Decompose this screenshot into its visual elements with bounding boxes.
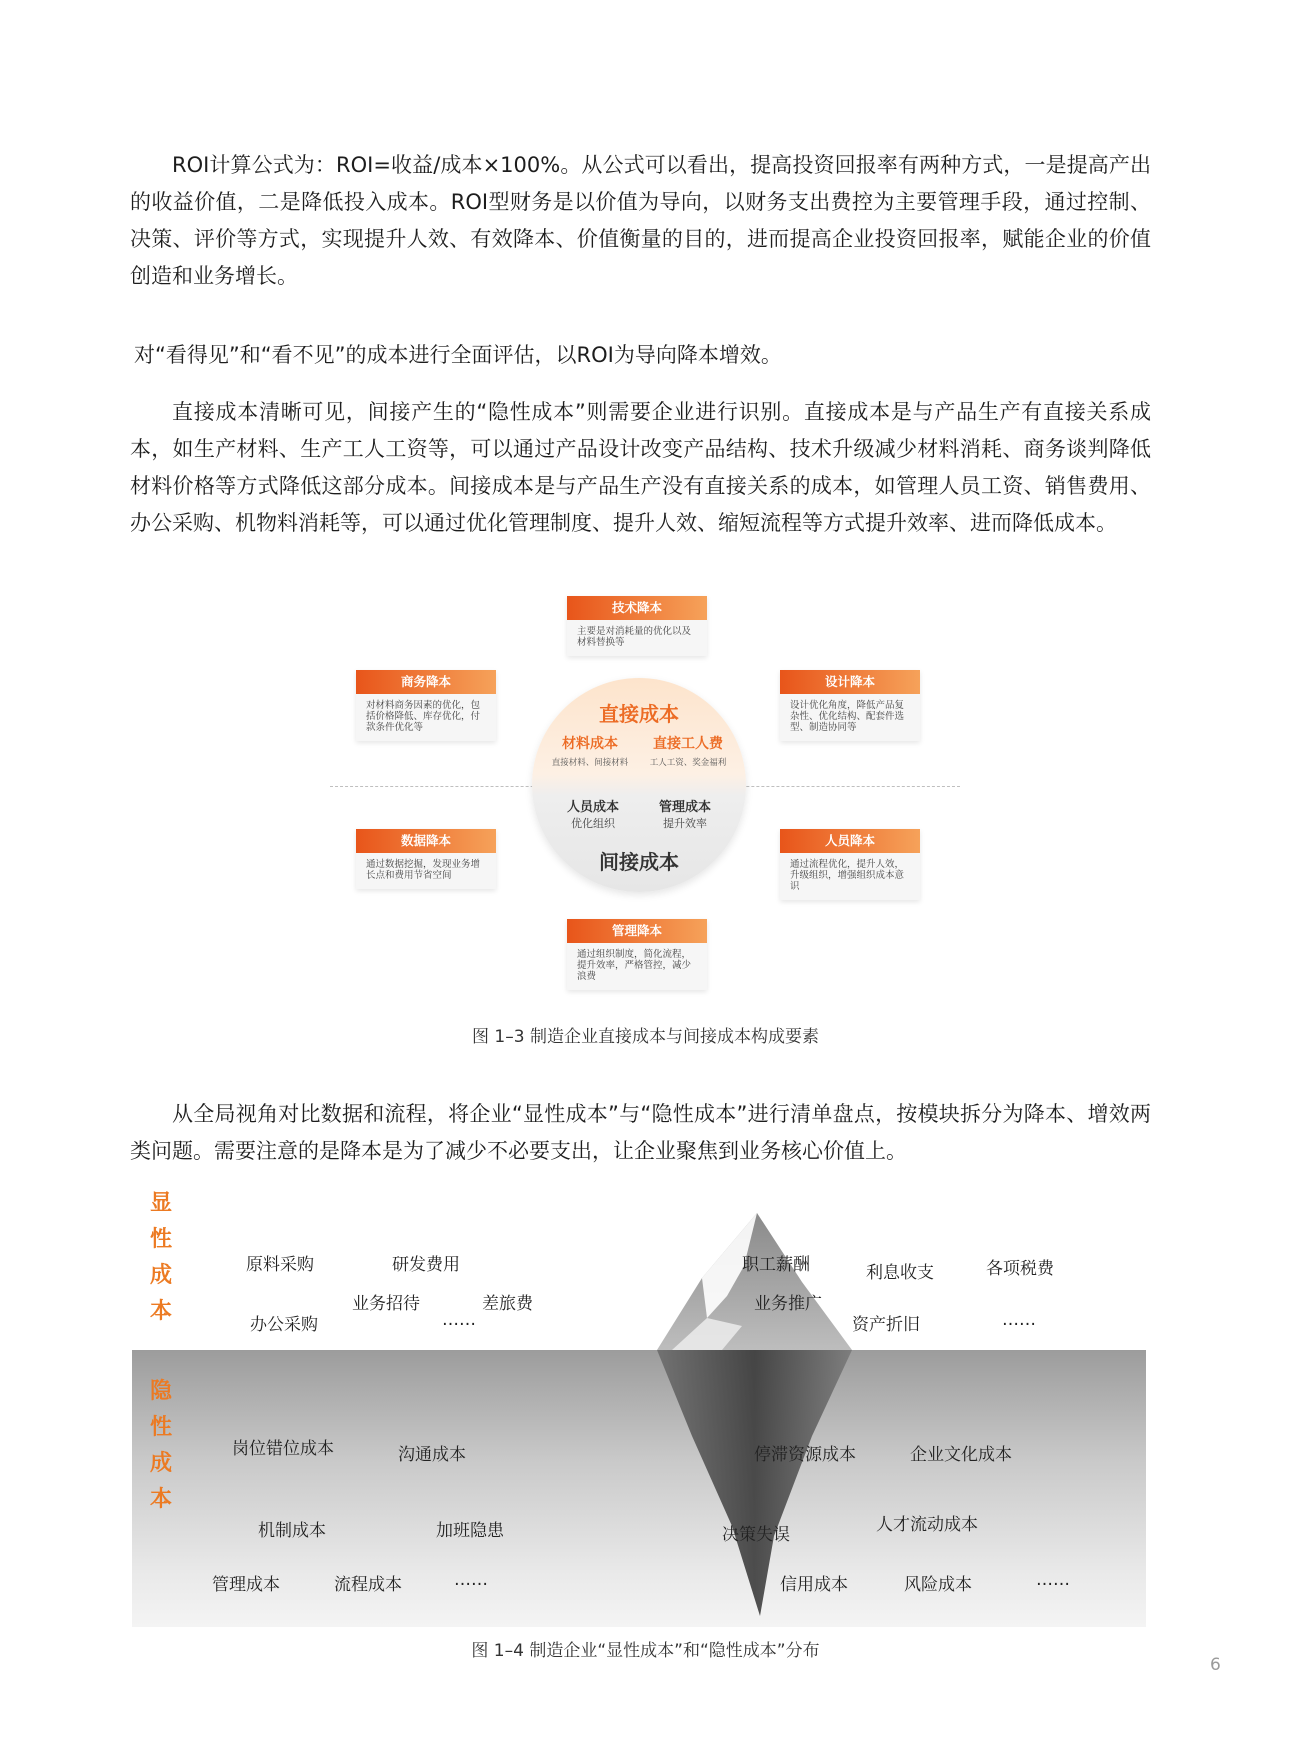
card-mgmt [567,919,707,990]
hidden-item: 企业文化成本 [910,1445,1012,1465]
visible-item: 利息收支 [866,1263,934,1283]
hidden-item: 管理成本 [212,1575,280,1595]
card-people-desc: 通过流程优化，提升人效，升级组织，增强组织成本意识 [790,859,905,892]
visible-item: 资产折旧 [852,1315,920,1335]
paragraph-roi: ROI计算公式为：ROI=收益/成本×100%。从公式可以看出，提高投资回报率有两种方式，一是提高产出的收益价值，二是降低投入成本。ROI型财务是以价值为导向，以财务支出费控为主要管理手段，通过控制、决策、评价等方式，实现提升人效、有效降本、价值衡量的目的，进而提高企业投资回报率，赋能企业的价值创造和业务增长。 [130,153,1151,288]
staff-cost-sub: 优化组织 [571,817,615,830]
labor-cost-label: 直接工人费 [653,736,723,752]
visible-item: 办公采购 [250,1315,318,1335]
figure-cost-structure [330,596,960,994]
card-design-title: 设计降本 [780,670,920,694]
hidden-item: 沟通成本 [398,1445,466,1465]
card-mgmt-desc: 通过组织制度，简化流程，提升效率，严格管控，减少浪费 [577,949,692,982]
card-data [356,829,496,889]
indirect-cost-title: 间接成本 [599,850,679,874]
card-tech-title: 技术降本 [567,596,707,620]
visible-item: 原料采购 [246,1255,314,1275]
card-business-title: 商务降本 [356,670,496,694]
paragraph-direct-indirect: 直接成本清晰可见，间接产生的“隐性成本”则需要企业进行识别。直接成本是与产品生产有直接关系成本，如生产材料、生产工人工资等，可以通过产品设计改变产品结构、技术升级减少材料消耗、商务谈判降低材料价格等方式降低这部分成本。间接成本是与产品生产没有直接关系的成本，如管理人员工资、销售费用、办公采购、机物料消耗等，可以通过优化管理制度、提升人效、缩短流程等方式提升效率、进而降低成本。 [130,400,1151,535]
hidden-item: 决策失误 [722,1525,790,1545]
figure14-caption: 图 1–4 制造企业“显性成本”和“隐性成本”分布 [471,1641,820,1661]
visible-item: 职工薪酬 [742,1255,810,1275]
figure-iceberg [132,1191,1146,1627]
hidden-item: 加班隐患 [436,1521,504,1541]
iceberg-tip [657,1213,852,1350]
hidden-item: 流程成本 [334,1575,402,1595]
material-cost-sub: 直接材料、间接材料 [551,758,629,768]
paragraph-inventory: 从全局视角对比数据和流程，将企业“显性成本”与“隐性成本”进行清单盘点，按模块拆分为降本、增效两类问题。需要注意的是降本是为了减少不必要支出，让企业聚焦到业务核心价值上。 [130,1102,1151,1163]
visible-cost-vertical-label: 显 性 成 本 [149,1191,172,1324]
visible-item: 研发费用 [392,1255,460,1275]
hidden-item: 停滞资源成本 [754,1445,856,1465]
management-cost-label: 管理成本 [658,800,711,815]
card-business-desc: 对材料商务因素的优化，包括价格降低、库存优化，付款条件优化等 [366,700,481,733]
figure13-caption: 图 1–3 制造企业直接成本与间接成本构成要素 [472,1027,819,1047]
hidden-item: 机制成本 [258,1521,326,1541]
hidden-item: …… [454,1570,488,1590]
staff-cost-label: 人员成本 [566,800,619,815]
hidden-item: 人才流动成本 [876,1515,978,1535]
hidden-cost-vertical-label: 隐 性 成 本 [149,1379,172,1512]
hidden-item: …… [1036,1570,1070,1590]
card-design [780,670,920,741]
labor-cost-sub: 工人工资、奖金福利 [649,758,727,768]
visible-item: 业务推广 [754,1294,822,1314]
direct-cost-title: 直接成本 [599,702,679,726]
visible-item: …… [442,1310,476,1330]
management-cost-sub: 提升效率 [663,817,707,830]
material-cost-label: 材料成本 [562,736,618,752]
iceberg-illustration [512,1206,912,1627]
visible-item: …… [1002,1310,1036,1330]
card-business [356,670,496,741]
card-data-title: 数据降本 [356,829,496,853]
visible-item: 业务招待 [352,1294,420,1314]
page-number: 6 [1210,1655,1221,1675]
card-tech [567,596,707,656]
card-people [780,829,920,900]
hidden-item: 岗位错位成本 [232,1439,334,1459]
card-design-desc: 设计优化角度，降低产品复杂性、优化结构、配套件选型、制造协同等 [790,700,905,733]
hidden-item: 风险成本 [904,1575,972,1595]
visible-item: 差旅费 [482,1294,533,1314]
section-subheading: 对“看得见”和“看不见”的成本进行全面评估，以ROI为导向降本增效。 [134,343,782,367]
card-mgmt-title: 管理降本 [567,919,707,943]
card-tech-desc: 主要是对消耗量的优化以及材料替换等 [577,626,692,648]
cost-circle [532,678,746,892]
card-people-title: 人员降本 [780,829,920,853]
card-data-desc: 通过数据挖掘，发现业务增长点和费用节省空间 [366,859,481,881]
visible-item: 各项税费 [986,1259,1054,1279]
hidden-item: 信用成本 [780,1575,848,1595]
